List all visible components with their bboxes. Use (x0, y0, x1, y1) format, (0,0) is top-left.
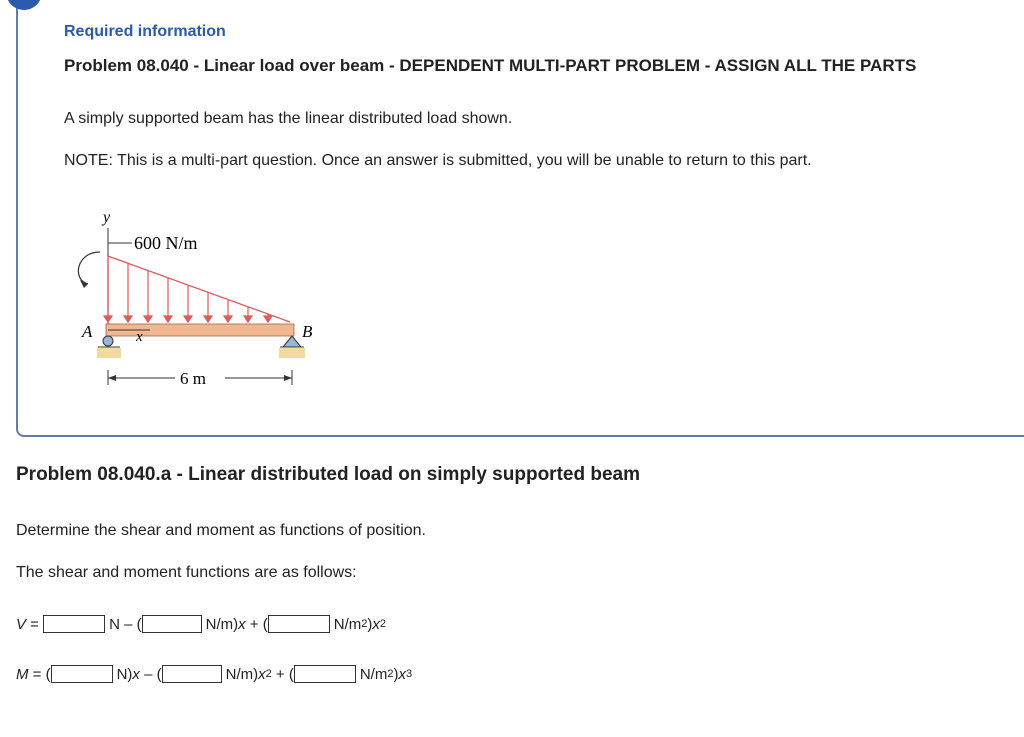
problem-title: Problem 08.040 - Linear load over beam - DEPENDENT MULTI-PART PROBLEM - ASSIGN ALL THE PARTS (64, 56, 917, 75)
moment-var-x3: x (398, 665, 406, 683)
shear-equation: V = N – ( N/m) x + ( N/m 2 ) x 2 (16, 615, 386, 633)
moment-equation: M = ( N) x – ( N/m) x 2 + ( N/m 2 ) x 3 (16, 665, 413, 683)
point-b-label: B (302, 322, 313, 341)
moment-var-x2: x (258, 665, 266, 683)
shear-plus: + ( (245, 615, 268, 633)
problem-description: A simply supported beam has the linear distributed load shown. (64, 110, 513, 127)
moment-unit-2: N/m) (225, 665, 259, 683)
part-intro: The shear and moment functions are as follows: (16, 564, 357, 581)
shear-var-x1: x (238, 615, 246, 633)
shear-input-linear[interactable] (142, 615, 202, 633)
moment-unit-3: N/m (359, 665, 388, 683)
shear-var: V (16, 615, 27, 633)
beam-figure (70, 200, 330, 395)
shear-var-x2: x (372, 615, 380, 633)
moment-close-3: ) (393, 665, 399, 683)
x-axis-label: x (136, 329, 143, 345)
problem-note: NOTE: This is a multi-part question. Once an answer is submitted, you will be unable to return to this part. (64, 152, 812, 169)
shear-input-quadratic[interactable] (268, 615, 330, 633)
moment-equals: = ( (28, 665, 51, 683)
required-info-heading: Required information (64, 23, 226, 40)
moment-unit-1: N) (116, 665, 133, 683)
part-title: Problem 08.040.a - Linear distributed load on simply supported beam (16, 464, 640, 485)
y-axis-label: y (103, 209, 111, 226)
span-length-label: 6 m (180, 369, 206, 388)
moment-var-x1: x (132, 665, 140, 683)
moment-arrow-icon (78, 252, 100, 284)
shear-unit-2: N/m) (205, 615, 239, 633)
load-magnitude-label: 600 N/m (134, 233, 198, 253)
point-a-label: A (82, 322, 93, 341)
moment-input-linear[interactable] (51, 665, 113, 683)
shear-close-3: ) (367, 615, 373, 633)
shear-unit-1: N – ( (109, 615, 142, 633)
load-arrows (104, 256, 272, 322)
part-instruction: Determine the shear and moment as functions of position. (16, 522, 426, 539)
moment-input-cubic[interactable] (294, 665, 356, 683)
shear-input-constant[interactable] (43, 615, 105, 633)
moment-minus: – ( (139, 665, 162, 683)
shear-equals: = (26, 615, 44, 633)
roller-support-a (103, 336, 113, 346)
moment-plus: + ( (271, 665, 294, 683)
moment-var: M (16, 665, 29, 683)
moment-input-quadratic[interactable] (162, 665, 222, 683)
load-top-line (108, 256, 290, 322)
shear-unit-3: N/m (333, 615, 362, 633)
pin-support-b (283, 336, 301, 347)
